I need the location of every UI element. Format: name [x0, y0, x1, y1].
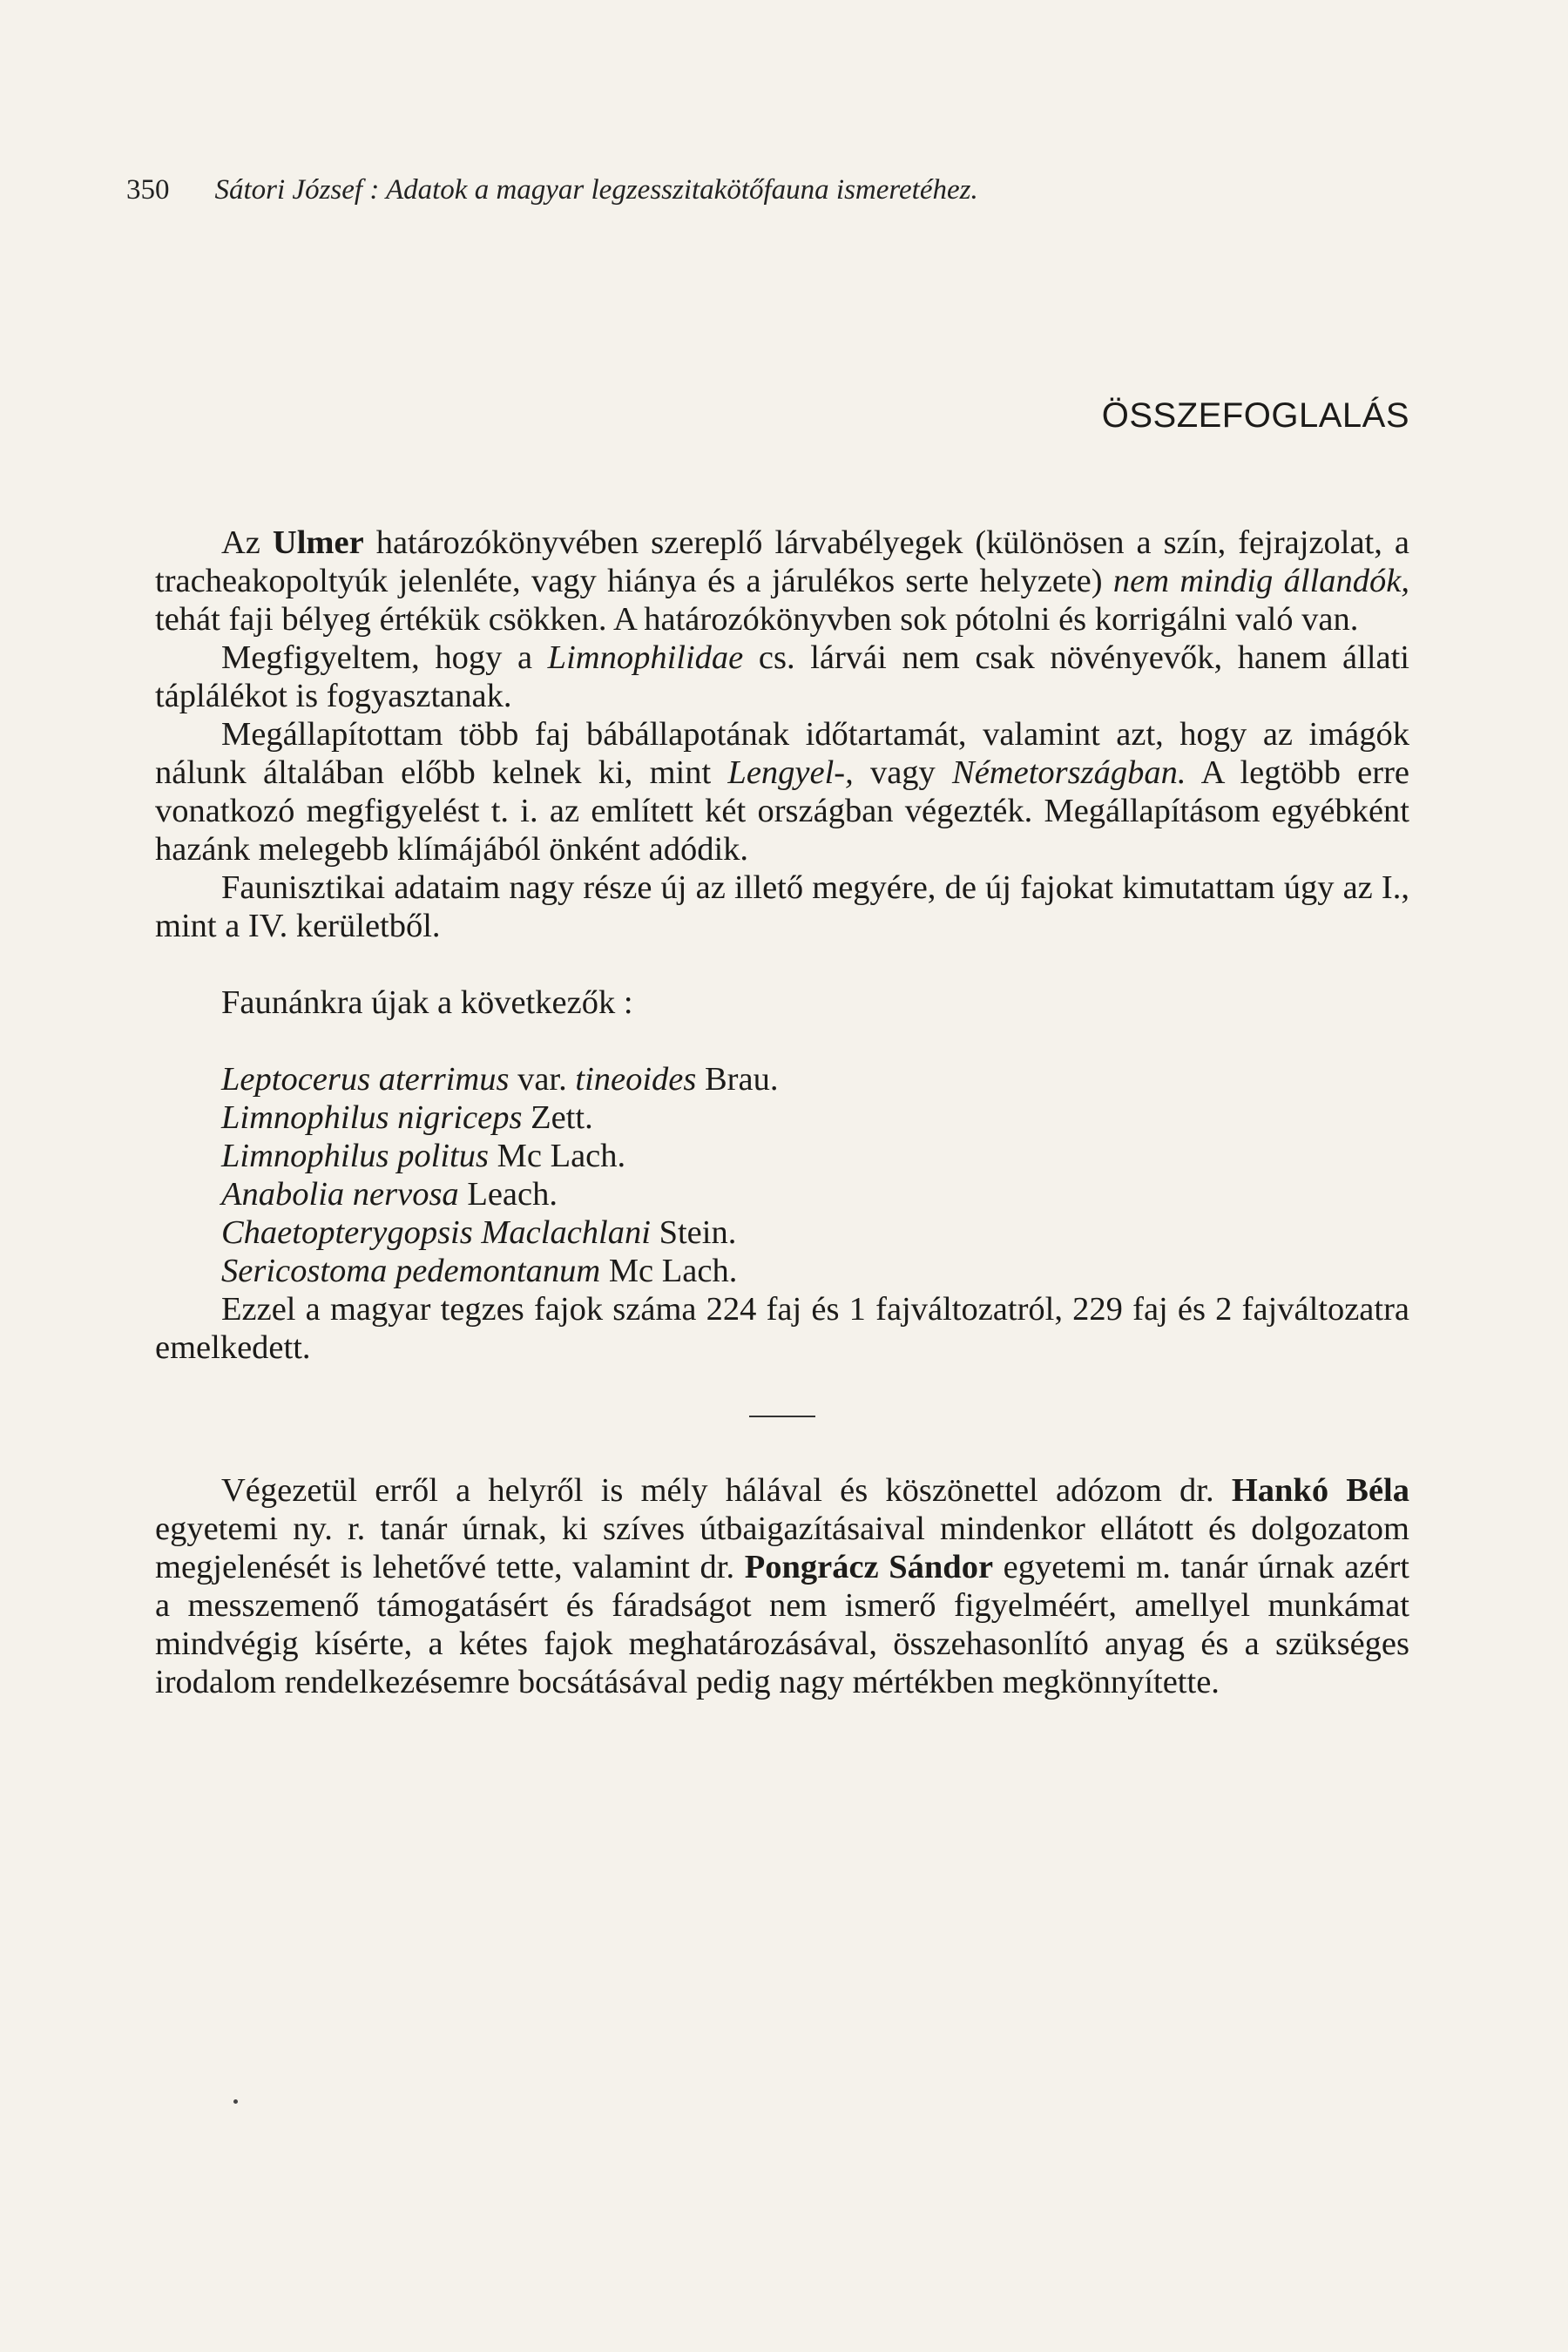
species-item [221, 1175, 1409, 1213]
text-run: Végezetül erről a helyről is mély hálával és köszönettel adózom dr. [221, 1472, 1232, 1509]
stray-dot-mark [233, 2099, 238, 2104]
text-run: Megfigyeltem, hogy a [221, 639, 548, 676]
species-item [221, 1098, 1409, 1137]
species-author: Mc Lach. [489, 1138, 626, 1174]
species-name: Limnophilus nigriceps [221, 1099, 523, 1136]
species-item [221, 1137, 1409, 1175]
running-header [126, 174, 978, 206]
text-run: határozókönyvében szereplő lárvabélyegek (különösen a szín, fejrajzolat, a tracheakopoltyúk jelenléte, vagy hiánya és a járulékos serte helyzete) [155, 524, 1409, 599]
acknowledgement-paragraph [155, 1471, 1409, 1701]
species-name: Limnophilus politus [221, 1138, 489, 1174]
emphasis: nem mindig állandók, [1112, 563, 1409, 599]
country-name: Lengyel-, [727, 754, 854, 791]
species-item [221, 1060, 1409, 1098]
species-name: Chaetopterygopsis Maclachlani [221, 1214, 651, 1251]
author-name-ulmer: Ulmer [272, 524, 364, 561]
section-divider [749, 1416, 815, 1417]
species-author: Leach. [458, 1176, 558, 1213]
species-name: Anabolia nervosa [221, 1176, 459, 1213]
species-author: Stein. [650, 1214, 737, 1251]
species-author: Brau. [696, 1061, 779, 1098]
section-title: ÖSSZEFOGLALÁS [1101, 396, 1409, 435]
species-list [155, 1060, 1409, 1290]
variety-marker: var. [509, 1061, 576, 1098]
new-species-heading: Faunánkra újak a következők : [221, 984, 633, 1021]
text-run: egyetemi m. tanár úrnak azért a messzemenő támogatásért és fáradságot nem ismerő figyelméért, amellyel munkámat mindvégig kísérte, a kétes fajok meghatározásával, összehasonlító anyag és a szükséges irodalom rendelkezésemre bocsátásával pedig nagy mértékben megkönnyítette. [155, 1549, 1409, 1700]
species-name: Sericostoma pedemontanum [221, 1253, 601, 1289]
variety-name: tineoides [575, 1061, 697, 1098]
running-title: Sátori József : Adatok a magyar legzesszitakötőfauna ismeretéhez. [214, 174, 978, 206]
text-run: A legtöbb erre vonatkozó megfigyelést t. i. az említett két országban végezték. Megállapításom egyébként hazánk melegebb klímájából önként adódik. [155, 754, 1410, 868]
country-name: Németországban. [952, 754, 1186, 791]
species-item [221, 1213, 1409, 1252]
text-run: Az [221, 524, 273, 561]
text-run: Megállapítottam több faj bábállapotának időtartamát, valamint azt, hogy az imágók nálunk általában előbb kelnek ki, mint [155, 716, 1409, 791]
text-run: vagy [853, 754, 953, 791]
species-author: Zett. [522, 1099, 593, 1136]
summary-paragraph-3 [155, 715, 1409, 868]
summary-paragraph-2 [155, 639, 1409, 715]
text-run: cs. lárvái nem csak növényevők, hanem állati táplálékot is fogyasztanak. [155, 639, 1409, 714]
page-number: 350 [126, 174, 170, 206]
summary-paragraph-1 [155, 524, 1409, 639]
text-run: tehát faji bélyeg értékük csökken. A határozókönyvben sok pótolni és korrigálni való van. [155, 601, 1359, 638]
species-author: Mc Lach. [600, 1253, 738, 1289]
family-name: Limnophilidae [547, 639, 744, 676]
person-name-hanko: Hankó Béla [1231, 1472, 1410, 1509]
species-name: Leptocerus aterrimus [221, 1061, 510, 1098]
person-name-pongracz: Pongrácz Sándor [744, 1549, 994, 1585]
summary-paragraph-4: Faunisztikai adataim nagy része új az illető megyére, de új fajokat kimutattam úgy az I., mint a IV. kerületből. [155, 869, 1409, 944]
summary-paragraph-5: Ezzel a magyar tegzes fajok száma 224 faj és 1 fajváltozatról, 229 faj és 2 fajváltozatra emelkedett. [155, 1291, 1409, 1366]
text-run: egyetemi ny. r. tanár úrnak, ki szíves útbaigazításaival mindenkor ellátott és dolgozatom megjelenését is lehetővé tette, valamint dr. [155, 1511, 1409, 1585]
main-content [155, 396, 1409, 1701]
species-item [221, 1252, 1409, 1290]
